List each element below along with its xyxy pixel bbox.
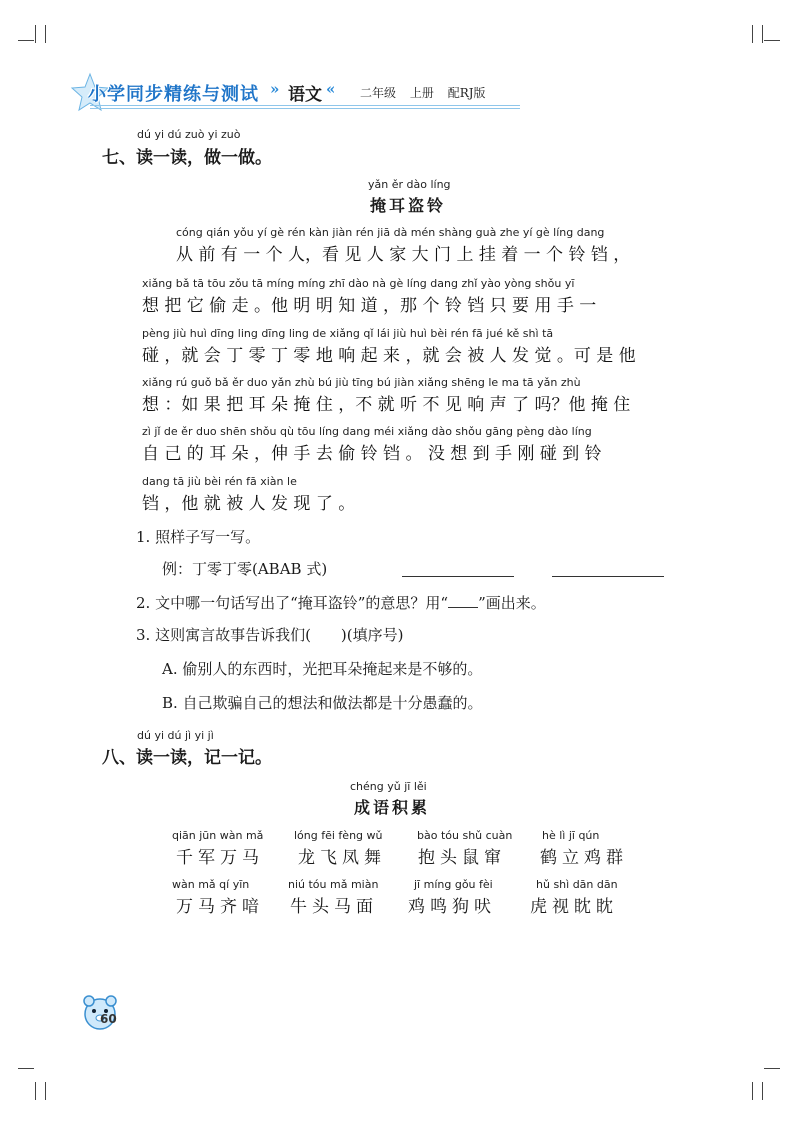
underline-sample [448,607,478,608]
idiom-pinyin: hè lì jī qún [542,829,600,842]
story-line: 想 ：如 果 把 耳 朵 掩 住 ，不 就 听 不 见 响 声 了 吗？他 掩 住 [142,395,631,415]
idiom: 抱头鼠窜 [418,848,506,868]
crop-mark [752,25,753,43]
question-3-option-a: A. 偷别人的东西时，光把耳朵掩起来是不够的。 [162,660,483,678]
idiom: 鹤立鸡群 [540,848,628,868]
section7-heading-pinyin: dú yi dú zuò yi zuò [137,128,241,141]
question-2-text: 2. 文中哪一句话写出了“掩耳盗铃”的意思？用“ [136,594,449,612]
page-header [70,72,520,112]
idiom: 千军万马 [176,848,264,868]
story-line: 碰 ，就 会 丁 零 丁 零 地 响 起 来 ，就 会 被 人 发 觉 。可 是 他 [142,346,636,366]
question-2 [136,592,546,613]
crop-mark [45,25,46,43]
section8-heading-pinyin: dú yi dú jì yi jì [137,729,214,742]
question-3-option-b: B. 自己欺骗自己的想法和做法都是十分愚蠢的。 [162,694,483,712]
crop-mark [764,1068,780,1069]
edition-label: 配RJ版 [447,86,486,100]
idiom: 鸡鸣狗吠 [408,897,496,917]
idiom-pinyin: bào tóu shǔ cuàn [417,829,513,842]
question-1: 1. 照样子写一写。 [136,528,261,546]
idiom-pinyin: lóng fēi fèng wǔ [294,829,383,842]
story-line: 想 把 它 偷 走 。他 明 明 知 道 ，那 个 铃 铛 只 要 用 手 一 [142,296,597,316]
story-line-pinyin: cóng qián yǒu yí gè rén kàn jiàn rén jiā dà mén shàng guà zhe yí gè líng dang [176,226,605,239]
story-title: 掩耳盗铃 [370,196,447,215]
answer-blank-2[interactable] [552,576,664,577]
story-line-pinyin: xiǎng rú guǒ bǎ ěr duo yǎn zhù bú jiù tīng bú jiàn xiǎng shēng le ma tā yǎn zhù [142,376,581,389]
idiom-pinyin: niú tóu mǎ miàn [288,878,379,891]
idiom-pinyin: jī míng gǒu fèi [414,878,493,891]
idiom-title-pinyin: chéng yǔ jī lěi [350,780,427,793]
crop-mark [45,1082,46,1100]
story-line: 铛 ，他 就 被 人 发 现 了 。 [142,494,356,514]
header-underline [90,108,520,109]
story-title-pinyin: yǎn ěr dào líng [368,178,451,191]
page-number: 60 [100,1012,117,1026]
book-brand-title: 小学同步精练与测试 [88,84,259,105]
crop-mark [35,1082,36,1100]
question-1-example: 例：丁零丁零(ABAB 式) [162,560,328,578]
idiom-pinyin: hǔ shì dān dān [536,878,618,891]
question-2-text-end: ”画出来。 [478,594,546,612]
story-line-pinyin: pèng jiù huì dīng ling dīng ling de xiǎng qǐ lái jiù huì bèi rén fā jué kě shì tā [142,327,554,340]
term-label: 上册 [409,86,434,100]
header-underline [90,105,520,106]
story-line: 自 己 的 耳 朵 ，伸 手 去 偷 铃 铛 。 没 想 到 手 刚 碰 到 铃 [142,444,602,464]
subject-label: 语文 [288,85,322,105]
crop-mark [18,40,34,41]
section8-heading: 八、读一读，记一记。 [102,748,272,768]
story-line: 从 前 有 一 个 人，看 见 人 家 大 门 上 挂 着 一 个 铃 铛 ， [176,245,631,265]
idiom-pinyin: qiān jūn wàn mǎ [172,829,264,842]
grade-label: 二年级 [360,86,397,100]
crop-mark [762,1082,763,1100]
idiom: 牛头马面 [290,897,378,917]
idiom-title: 成语积累 [354,798,431,817]
chevron-right-icon: » [270,80,280,98]
idiom: 龙飞凤舞 [298,848,386,868]
answer-blank-1[interactable] [402,576,514,577]
story-line-pinyin: xiǎng bǎ tā tōu zǒu tā míng míng zhī dào nà gè líng dang zhǐ yào yòng shǒu yī [142,277,575,290]
crop-mark [762,25,763,43]
story-line-pinyin: dang tā jiù bèi rén fā xiàn le [142,475,297,488]
idiom: 万马齐喑 [176,897,264,917]
idiom-pinyin: wàn mǎ qí yīn [172,878,250,891]
story-line-pinyin: zì jǐ de ěr duo shēn shǒu qù tōu líng dang méi xiǎng dào shǒu gāng pèng dào líng [142,425,592,438]
crop-mark [752,1082,753,1100]
grade-info [360,84,496,101]
crop-mark [18,1068,34,1069]
crop-mark [764,40,780,41]
question-3: 3. 这则寓言故事告诉我们( )(填序号) [136,626,404,644]
idiom: 虎视眈眈 [530,897,618,917]
chevron-left-icon: « [326,80,336,98]
section7-heading: 七、读一读，做一做。 [102,148,272,168]
crop-mark [35,25,36,43]
